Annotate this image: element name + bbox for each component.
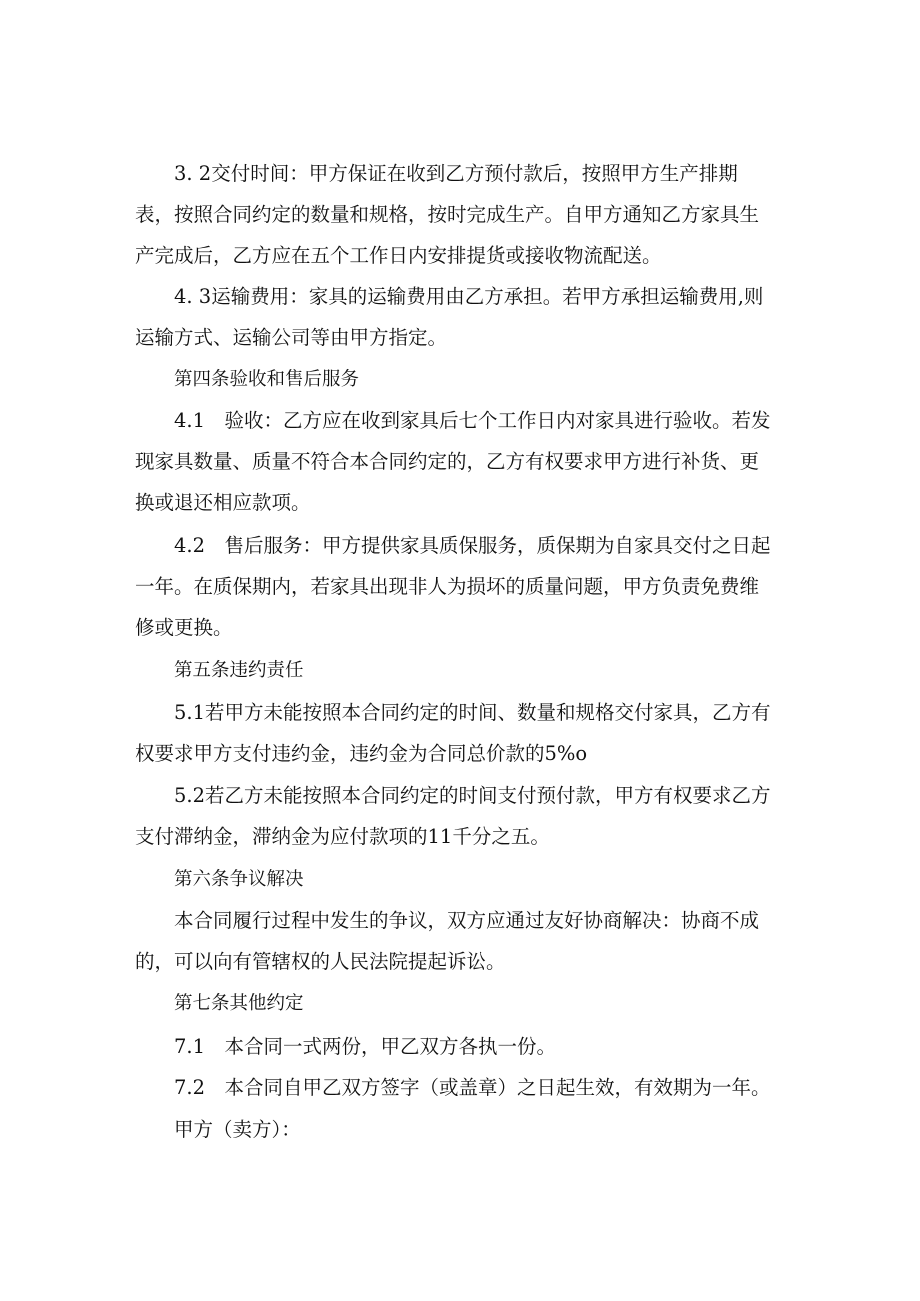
clause-5-2-line-1: 5.2若乙方未能按照本合同约定的时间支付预付款，甲方有权要求乙方 — [174, 784, 771, 807]
clause-5-1-line-1: 5.1若甲方未能按照本合同约定的时间、数量和规格交付家具，乙方有 — [174, 701, 771, 724]
clause-5-2-line-2: 支付滞纳金，滞纳金为应付款项的11千分之五。 — [135, 825, 550, 848]
party-a-signature-label: 甲方（卖方）： — [174, 1118, 301, 1141]
clause-3-3-line-1: 4. 3运输费用：家具的运输费用由乙方承担。若甲方承担运输费用,则 — [174, 285, 764, 308]
article-6-line-2: 的，可以向有管辖权的人民法院提起诉讼。 — [135, 950, 506, 973]
clause-4-2-line-3: 修或更换。 — [135, 616, 233, 639]
article-6-line-1: 本合同履行过程中发生的争议，双方应通过友好协商解决：协商不成 — [174, 909, 760, 932]
clause-4-2-line-2: 一年。在质保期内，若家具出现非人为损坏的质量问题，甲方负责免费维 — [135, 575, 760, 598]
clause-4-2-line-1: 4.2 售后服务：甲方提供家具质保服务，质保期为自家具交付之日起 — [174, 534, 771, 557]
article-4-heading: 第四条验收和售后服务 — [174, 369, 360, 390]
article-7-heading: 第七条其他约定 — [174, 993, 304, 1014]
clause-3-2-line-3: 产完成后，乙方应在五个工作日内安排提货或接收物流配送。 — [135, 244, 662, 267]
article-5-heading: 第五条违约责任 — [174, 660, 304, 681]
clause-4-1-line-2: 现家具数量、质量不符合本合同约定的，乙方有权要求甲方进行补货、更 — [135, 450, 760, 473]
clause-3-2-line-2: 表，按照合同约定的数量和规格，按时完成生产。自甲方通知乙方家具生 — [135, 203, 760, 226]
clause-3-2-line-1: 3. 2交付时间：甲方保证在收到乙方预付款后，按照甲方生产排期 — [174, 162, 738, 185]
clause-4-1-line-1: 4.1 验收：乙方应在收到家具后七个工作日内对家具进行验收。若发 — [174, 409, 771, 432]
clause-4-1-line-3: 换或退还相应款项。 — [135, 491, 311, 514]
article-6-heading: 第六条争议解决 — [174, 869, 304, 890]
clause-3-3-line-2: 运输方式、运输公司等由甲方指定。 — [135, 326, 448, 349]
clause-7-1: 7.1 本合同一式两份，甲乙双方各执一份。 — [174, 1035, 557, 1058]
clause-5-1-line-2: 权要求甲方支付违约金，违约金为合同总价款的5%o — [135, 742, 588, 765]
clause-7-2: 7.2 本合同自甲乙双方签字（或盖章）之日起生效，有效期为一年。 — [174, 1076, 771, 1099]
